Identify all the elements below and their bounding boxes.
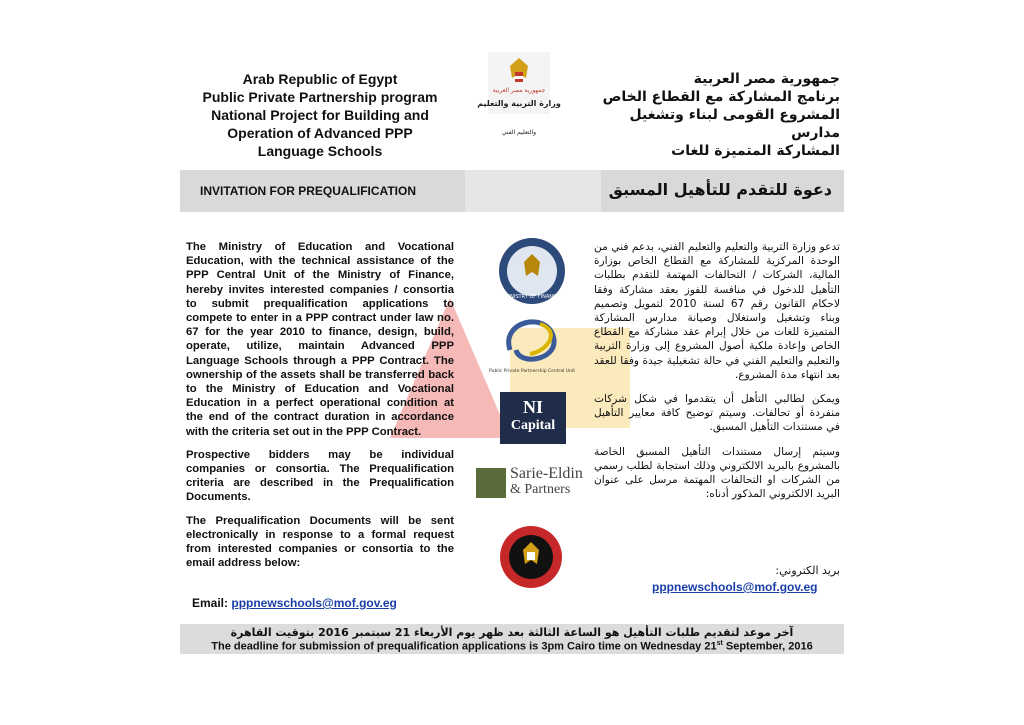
banner-title-english: INVITATION FOR PREQUALIFICATION bbox=[200, 184, 416, 198]
email-link-arabic[interactable]: pppnewschools@mof.gov.eg bbox=[652, 580, 818, 594]
banner-divider bbox=[465, 170, 601, 212]
banner-title-arabic: دعوة للتقدم للتأهيل المسبق bbox=[608, 180, 832, 199]
ppp-caption: Public Private Partnership Central Unit bbox=[489, 369, 575, 374]
english-body bbox=[186, 240, 454, 579]
arabic-paragraph-1: تدعو وزارة التربية والتعليم والتعليم الفني، بدعم فني من الوحدة المركزية للمشاركة مع القطاع الخاص بوزارة المالية، الشركات / التحالفات المهتمة للتقدم بطلبات التأهيل للدخول في منافسة للفوز بعقد مشاركة وفقا لاحكام القانون رقم 67 لسنة 2010 لتمويل وتصميم وبناء وتشغيل واستغلال وصيانة مدارس المشاركة المتميزة للغات من خلال إبرام عقد مشاركة مع القطاع الخاص وإعادة ملكية أصول المشروع إلى وزارة التربية والتعليم والتعليم الفني في حالة تشغيلية جيدة وفقا للعقد بعد انتهاء مدة المشروع. bbox=[594, 241, 841, 381]
header-arabic bbox=[600, 70, 840, 160]
header-ar-line: جمهورية مصر العربية bbox=[693, 71, 840, 87]
ni-capital-logo bbox=[500, 392, 566, 444]
sarie-eldin-partners: & Partners bbox=[510, 482, 571, 497]
arabic-paragraph-2: ويمكن لطالبي التأهل أن يتقدموا في شكل شركات منفردة أو تحالفات. وسيتم توضيح كافة معايير التأهيل في مستندات التأهيل المسبق. bbox=[594, 393, 840, 434]
schools-authority-logo bbox=[494, 524, 568, 590]
deadline-english-tail: September, 2016 bbox=[722, 640, 813, 653]
header-english bbox=[180, 70, 460, 160]
ministry-of-education-logo bbox=[477, 52, 561, 148]
deadline-english bbox=[180, 640, 844, 653]
ministry-top-text: جمهورية مصر العربية bbox=[492, 87, 546, 94]
email-link-english[interactable]: pppnewschools@mof.gov.eg bbox=[231, 596, 397, 610]
ministry-sub: والتعليم الفني bbox=[501, 129, 537, 136]
english-email-line bbox=[192, 596, 397, 610]
ministry-caption: وزارة التربية والتعليم bbox=[477, 99, 561, 108]
ni-capital-line-1: NI bbox=[522, 397, 543, 417]
header-ar-line: المشاركة المتميزة للغات bbox=[671, 143, 840, 159]
ni-capital-line-2: Capital bbox=[510, 418, 556, 433]
ppp-unit-logo bbox=[490, 310, 574, 376]
sarie-eldin-name: Sarie-Eldin bbox=[510, 465, 583, 482]
header-en-line: Public Private Partnership program bbox=[202, 89, 438, 105]
english-paragraph-3: The Prequalification Documents will be sent electronically in response to a formal request from interested companies or consortia to the email address below: bbox=[186, 514, 454, 570]
header-en-line: National Project for Building and bbox=[211, 107, 429, 123]
header-en-line: Language Schools bbox=[257, 143, 383, 159]
deadline-arabic: آخر موعد لتقديم طلبات التأهيل هو الساعة الثالثة بعد ظهر يوم الأربعاء 21 سبتمبر 2016 بتوقيت القاهرة bbox=[230, 626, 794, 639]
header-en-line: Arab Republic of Egypt bbox=[242, 71, 398, 87]
english-paragraph-1: The Ministry of Education and Vocational Education, with the technical assistance of the PPP Central Unit of the Ministry of Finance, hereby invites interested companies / consortia to submit prequalification applications to compete to enter in a PPP contract under law no. 67 for the year 2010 to finance, design, build, operate, utilize, maintain Advanced PPP Language Schools through a PPP Contract. The ownership of the assets shall be transferred back to the Ministry of Education and Vocational Education in a perfect operational condition at the end of the contract duration in accordance with the criteria set out in the PPP Contract. bbox=[186, 241, 454, 438]
ministry-of-finance-logo bbox=[494, 236, 570, 306]
arabic-body bbox=[594, 240, 840, 511]
header-ar-line: برنامج المشاركة مع القطاع الخاص bbox=[602, 89, 840, 105]
sarie-eldin-logo bbox=[476, 466, 596, 506]
header-ar-line: المشروع القومى لبناء وتشغيل مدارس bbox=[629, 107, 840, 141]
email-label: Email: bbox=[192, 596, 229, 610]
mof-text: MINISTRY OF FINANCE bbox=[504, 294, 560, 300]
deadline-english-text: The deadline for submission of prequalification applications is 3pm Cairo time on Wednesday 21 bbox=[211, 640, 717, 653]
sarie-eldin-mark bbox=[476, 468, 506, 498]
header-en-line: Operation of Advanced PPP bbox=[227, 125, 413, 141]
arabic-paragraph-3: وسيتم إرسال مستندات التأهيل المسبق الخاصة بالمشروع بالبريد الالكتروني وذلك استجابة لطلب رسمي من الشركات او التحالفات المهتمة مرسل على عنوان البريد الالكتروني المذكور أدناه: bbox=[594, 445, 840, 501]
arabic-email-label: بريد الكتروني: bbox=[775, 564, 840, 577]
deadline-ordinal: st bbox=[716, 640, 723, 647]
english-paragraph-2: Prospective bidders may be individual companies or consortia. The Prequalification criteria are described in the Prequalification Documents. bbox=[186, 448, 454, 504]
